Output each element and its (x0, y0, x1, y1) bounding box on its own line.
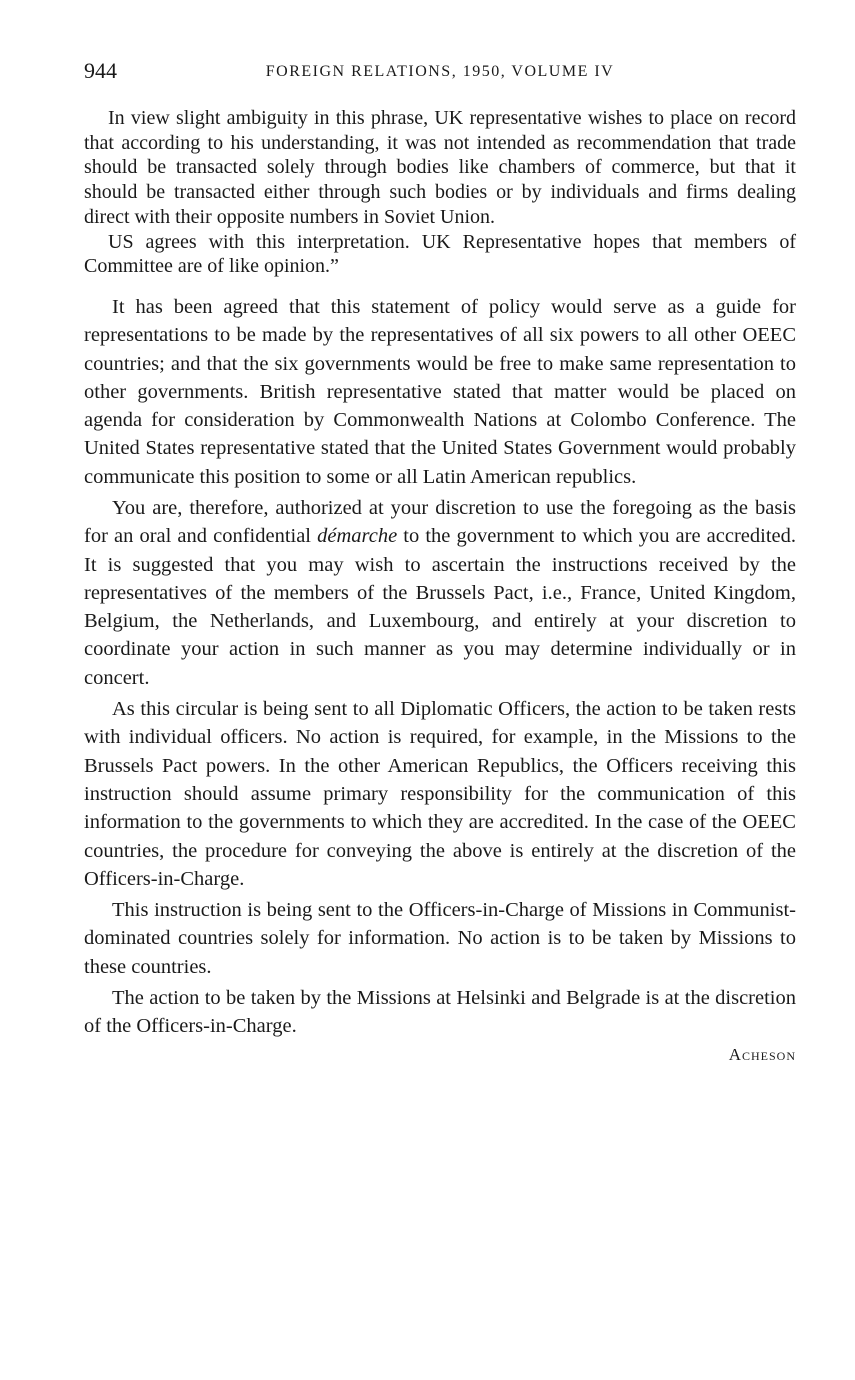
body-paragraph: It has been agreed that this statement of policy would serve as a guide for representations to be made by the representatives of all six powers to all other OEEC countries; and that the six governments would be free to make same representation to other governments. British representative stated that matter would be placed on agenda for consideration by Commonwealth Nations at Colombo Conference. The United States representative stated that the United States Government would probably communicate this position to some or all Latin American republics. (84, 295, 796, 488)
page-number: 944 (84, 58, 117, 83)
body-paragraph: As this circular is being sent to all Diplomatic Officers, the action to be taken rests with individual officers. No action is required, for example, in the Missions to the Brussels Pact powers. In the other American Republics, the Officers receiving this instruction should assume primary responsibility for the communication of this information to the governments to which they are accredited. In the case of the OEEC countries, the procedure for conveying the above is entirely at the discretion of the Officers-in-Charge. (84, 698, 796, 890)
running-title: FOREIGN RELATIONS, 1950, VOLUME IV (265, 63, 615, 80)
document-page (84, 58, 796, 1065)
quote-paragraph: In view slight ambiguity in this phrase, UK representative wishes to place on record that according to his understanding, it was not intended as recommendation that trade should be transacted solely through bodies like chambers of commerce, but that it should be transacted either through such bodies or by individuals and firms dealing direct with their opposite numbers in Soviet Union. (84, 107, 796, 228)
body-text (84, 293, 796, 1041)
body-paragraph-text: You are, therefore, authorized at your discretion to use the foregoing as the basis for an oral and confidential (84, 497, 796, 548)
signature: Acheson (728, 1044, 796, 1064)
body-paragraph-text: to the government to which you are accredited. It is suggested that you may wish to ascertain the instructions received by the representatives of the members of the Brussels Pact, i.e., France, United Kingdom, Belgium, the Netherlands, and Luxembourg, and entirely at your discretion to coordinate your action in such manner as you may determine individually or in concert. (84, 525, 796, 689)
body-paragraph: This instruction is being sent to the Officers-in-Charge of Missions in Communist-dominated countries solely for information. No action is to be taken by Missions to these countries. (84, 899, 796, 978)
quoted-block (84, 106, 796, 279)
quote-paragraph: US agrees with this interpretation. UK Representative hopes that members of Committee are of like opinion.” (84, 230, 796, 278)
italic-term: démarche (317, 525, 398, 548)
body-paragraph: The action to be taken by the Missions at Helsinki and Belgrade is at the discretion of the Officers-in-Charge. (84, 987, 796, 1038)
body-paragraph (84, 494, 796, 692)
running-header (84, 58, 796, 92)
